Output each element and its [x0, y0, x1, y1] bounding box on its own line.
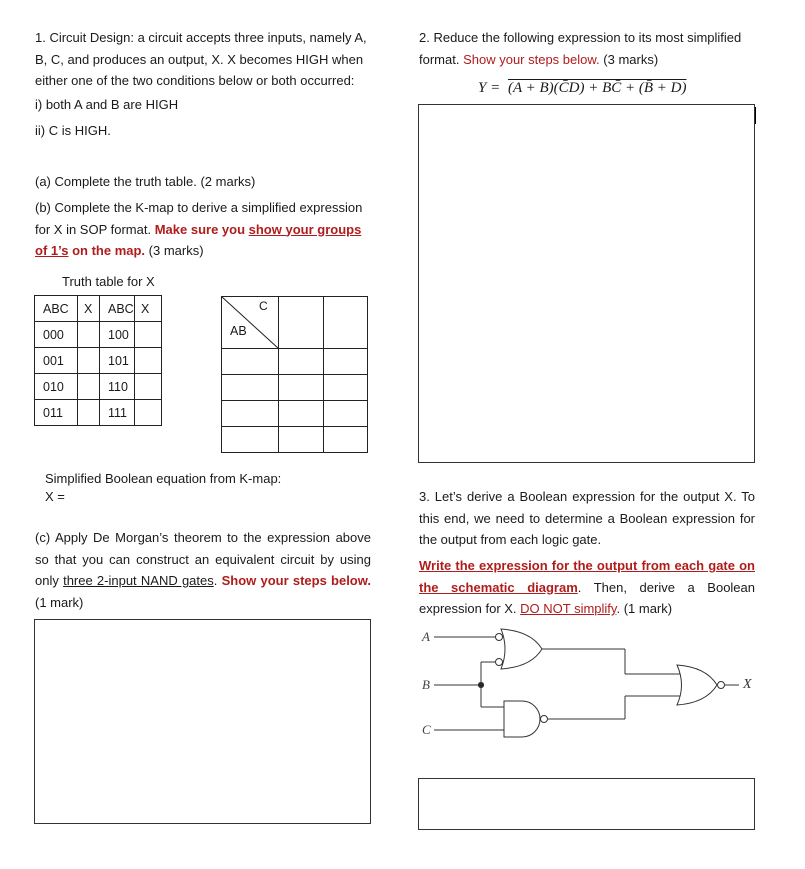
q1-part-b [35, 197, 372, 262]
answer-box-q2[interactable] [418, 104, 755, 463]
part-b-emph-end: on the map. [68, 243, 146, 258]
kmap-col-label: C [259, 299, 268, 313]
header-abc-2: ABC [100, 296, 135, 322]
table-cell: 010 [35, 374, 78, 400]
q1-part-c [35, 527, 371, 613]
q1-cond-ii: ii) C is HIGH. [35, 123, 111, 138]
q2-text-main: 2. Reduce the following expression to its most simplified format. [419, 30, 742, 67]
nand-bubble [541, 716, 548, 723]
q2-marks: (3 marks) [599, 51, 659, 67]
kmap-row-label: AB [230, 324, 247, 338]
table-cell: 101 [100, 348, 135, 374]
part-c-nand: three 2-input NAND gates [63, 573, 214, 588]
q2-emph: Show your steps below. [463, 51, 600, 67]
table-cell-x[interactable] [135, 348, 162, 374]
table-cell: 001 [35, 348, 78, 374]
part-b-text: (b) Complete the K-map to derive a simplified expression for X in SOP format. [35, 200, 363, 237]
header-x-1: X [78, 296, 100, 322]
simplified-label: Simplified Boolean equation from K-map: [45, 471, 282, 486]
q2-equation [478, 80, 686, 97]
eq-lhs: Y = [478, 80, 501, 96]
part-b-marks: (3 marks) [145, 243, 204, 258]
q3-do-not-simplify: DO NOT simplify [520, 601, 617, 616]
part-c-text: (c) Apply De Morgan’s theorem to the expression above so that you can construct an equivalent circuit by using only [35, 530, 371, 588]
answer-box-c[interactable] [34, 619, 371, 824]
input-label-c: C [422, 722, 431, 737]
q1-intro-text: 1. Circuit Design: a circuit accepts three inputs, namely A, B, C, and produces an output, X. X becomes HIGH when either one of the two conditions below or both occurred: [35, 30, 367, 88]
text-cursor [755, 107, 756, 124]
eq-rhs: (A + B)(C̄D) + BC̄ + (B̄ + D) [507, 80, 687, 96]
inverter-bubble-b [496, 659, 503, 666]
table-cell-x[interactable] [78, 322, 100, 348]
kmap[interactable] [220, 295, 370, 455]
output-label-x: X [743, 677, 752, 692]
q3-inst-emph: Write the expression for the output from each gate on the schematic diagram [419, 558, 755, 595]
table-cell-x[interactable] [78, 374, 100, 400]
logic-schematic [418, 622, 763, 747]
gate-1 [501, 629, 542, 669]
x-equation-label: X = [45, 489, 65, 504]
answer-box-q3[interactable] [418, 778, 755, 830]
truth-table-header [35, 296, 162, 322]
truth-table-caption: Truth table for X [62, 274, 155, 289]
table-cell: 000 [35, 322, 78, 348]
table-row [35, 400, 162, 426]
q3-text: 3. Let’s derive a Boolean expression for the output X. To this end, we need to determine a Boolean expression for the output from each logic gate. [419, 489, 755, 547]
table-cell: 111 [100, 400, 135, 426]
q2-text [419, 27, 759, 70]
table-cell-x[interactable] [78, 400, 100, 426]
part-b-emph: Make sure you [154, 221, 249, 237]
header-x-2: X [135, 296, 162, 322]
table-cell: 110 [100, 374, 135, 400]
q3-instruction [419, 555, 755, 620]
table-cell-x[interactable] [78, 348, 100, 374]
part-c-dot: . [213, 573, 222, 588]
table-cell: 100 [100, 322, 135, 348]
part-c-emph: Show your steps below. [221, 573, 371, 588]
q1-cond-i: i) both A and B are HIGH [35, 97, 179, 112]
input-label-a: A [422, 629, 430, 644]
q1-intro [35, 27, 371, 92]
q1-part-a: (a) Complete the truth table. (2 marks) [35, 174, 256, 189]
part-b-emph-ul: show your groups of 1’s [35, 221, 362, 258]
part-c-marks: (1 mark) [35, 594, 84, 610]
inverter-bubble-a [496, 634, 503, 641]
table-cell: 011 [35, 400, 78, 426]
table-cell-x[interactable] [135, 400, 162, 426]
nor-bubble [718, 682, 725, 689]
header-abc-1: ABC [35, 296, 78, 322]
kmap-diagonal [222, 297, 279, 349]
gate-3 [677, 665, 717, 705]
table-row [35, 374, 162, 400]
gate-2 [504, 701, 540, 737]
table-row [35, 322, 162, 348]
input-label-b: B [422, 677, 430, 692]
truth-table [34, 295, 162, 426]
table-cell-x[interactable] [135, 322, 162, 348]
table-cell-x[interactable] [135, 374, 162, 400]
table-row [35, 348, 162, 374]
q3-inst-text: . Then, derive a Boolean expression for X. [419, 579, 756, 616]
q3-inst-marks: . (1 mark) [616, 601, 673, 616]
